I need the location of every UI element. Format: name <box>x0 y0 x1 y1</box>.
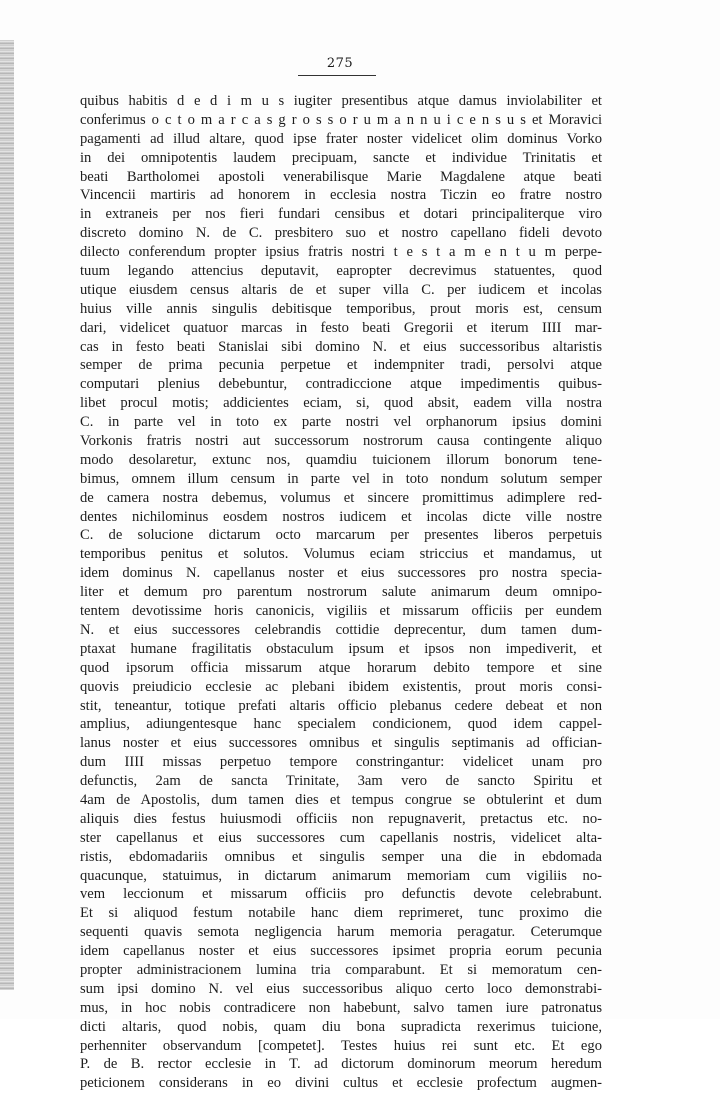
text-line: stit, teneantur, totique prefati altaris officio plebanus cedere debeat et non <box>80 697 602 714</box>
text-line: computari plenius debebuntur, contradiccione atque impedimentis quibus- <box>80 376 602 393</box>
text-line: modo desolaretur, extunc nos, quamdiu tuicionem illorum bonorum tene- <box>80 451 602 468</box>
text-line: cas in festo beati Stanislai sibi domino N. et eius successoribus altaristis <box>80 338 602 355</box>
book-binding-edge <box>0 40 14 990</box>
text-line: Et si aliquod festum notabile hanc diem reprimeret, tunc proximo die <box>80 905 602 922</box>
text-line: C. in parte vel in toto ex parte nostri vel orphanorum ipsius domini <box>80 414 602 431</box>
text-line: Vincencii martiris ad honorem in ecclesia nostra Ticzin eo fratre nostro <box>80 187 602 204</box>
text-line: idem dominus N. capellanus noster et eius successores pro nostra specia- <box>80 565 602 582</box>
text-line: quibus habitis d e d i m u s iugiter presentibus atque damus inviolabiliter et <box>80 93 602 109</box>
text-line: perhenniter observandum [competet]. Testes huius rei sunt etc. Et ego <box>80 1037 602 1054</box>
text-line: sequenti quavis semota negligencia harum memoria peragatur. Ceterumque <box>80 924 602 941</box>
text-line: in extraneis per nos fieri fundari censibus et dotari principaliterque viro <box>80 206 602 223</box>
text-line: in dei omnipotentis laudem precipuam, sancte et individue Trinitatis et <box>80 149 602 166</box>
text-line: amplius, adiungentesque hanc specialem condicionem, quod idem cappel- <box>80 716 602 733</box>
text-line: temporibus penitus et solutos. Volumus eciam striccius et mandamus, ut <box>80 546 602 563</box>
text-line: defunctis, 2am de sancta Trinitate, 3am vero de sancto Spiritu et <box>80 773 602 790</box>
text-line: quod ipsorum officia missarum atque horarum debito tempore et sine <box>80 659 602 676</box>
text-line: mus, in hoc nobis contradicere non habebunt, salvo tamen iure patronatus <box>80 999 602 1016</box>
text-line: tuum legando attencius deputavit, eapropter decrevimus statuentes, quod <box>80 263 602 280</box>
text-line: 4am de Apostolis, dum tamen dies et tempus congrue se obtulerint et dum <box>80 791 602 808</box>
text-line: P. de B. rector ecclesie in T. ad dictorum dominorum meorum heredum <box>80 1056 602 1073</box>
text-line: dilecto conferendum propter ipsius fratris nostri t e s t a m e n t u m perpe- <box>80 244 602 261</box>
text-line: pagamenti ad illud altare, quod ipse frater noster videlicet olim dominus Vorko <box>80 130 602 147</box>
text-line: propter administracionem lumina tria comparabunt. Et si memoratum cen- <box>80 961 602 978</box>
text-line: sum ipsi domino N. vel eius successoribus aliquo certo loco demonstrabi- <box>80 980 602 997</box>
text-line: dicti altaris, quod nobis, quam diu bona supradicta rexerimus tuicione, <box>80 1018 602 1035</box>
text-line: discreto domino N. de C. presbitero suo et nostro capellano fideli devoto <box>80 225 602 242</box>
text-line: idem capellanus noster et eius successores ipsimet propria eorum pecunia <box>80 943 602 960</box>
text-line: huius ville annis singulis debitisque temporibus, prout moris est, censum <box>80 300 602 317</box>
page-number: 275 <box>326 56 354 71</box>
text-line: bimus, omnem illum censum in parte vel in toto nondum solutum semper <box>80 470 602 487</box>
text-line: Vorkonis fratris nostri aut successorum nostrorum causa contingente aliquo <box>80 433 602 450</box>
text-line: libet procul motis; addicientes eciam, si, quod absit, eadem villa nostra <box>80 395 602 412</box>
text-line: ristis, ebdomadariis omnibus et singulis semper una die in ebdomada <box>80 848 602 865</box>
text-line: quacunque, statuimus, in dictarum animarum memoriam cum vigiliis no- <box>80 867 602 884</box>
page-number-rule <box>298 75 376 76</box>
text-line: N. et eius successores celebrandis cottidie deprecentur, dum tamen dum- <box>80 621 602 638</box>
text-line: beati Bartholomei apostoli venerabilisque Marie Magdalene atque beati <box>80 168 602 185</box>
text-line: quovis preiudicio ecclesie ac plebani ibidem existentis, prout moris consi- <box>80 678 602 695</box>
text-line: dari, videlicet quatuor marcas in festo beati Gregorii et iterum IIII mar- <box>80 319 602 336</box>
body-text <box>80 92 602 1093</box>
text-line: peticionem considerans in eo divini cultus et ecclesie profectum augmen- <box>80 1075 602 1092</box>
text-line: dentes nichilominus eosdem nostros iudicem et incolas dicte ville nostre <box>80 508 602 525</box>
text-line: liter et demum pro parentum nostrorum salute animarum deum omnipo- <box>80 584 602 601</box>
text-line: de camera nostra debemus, volumus et sincere promittimus adimplere red- <box>80 489 602 506</box>
text-line: conferimus o c t o m a r c a s g r o s s o r u m a n n u i c e n s u s et Moravici <box>80 111 602 128</box>
text-line: lanus noster et eius successores omnibus et singulis septimanis ad offician- <box>80 735 602 752</box>
text-line: ptaxat humane fragilitatis obstaculum ipsum et ipsos non impediverit, et <box>80 640 602 657</box>
text-line: tentem devotissime horis canonicis, vigiliis et missarum officiis per eundem <box>80 603 602 620</box>
text-line: utique eiusdem census altaris de et super villa C. per iudicem et incolas <box>80 281 602 298</box>
text-line: vem leccionum et missarum officiis pro defunctis devote celebrabunt. <box>80 886 602 903</box>
text-line: dum IIII missas perpetuo tempore constringantur: videlicet unam pro <box>80 754 602 771</box>
text-line: aliquis dies festus huiusmodi officiis non repugnaverit, pretactus etc. no- <box>80 810 602 827</box>
text-line: semper de prima pecunia perpetue et indempniter tradi, persolvi atque <box>80 357 602 374</box>
text-line: C. de solucione dictarum octo marcarum per presentes liberos perpetuis <box>80 527 602 544</box>
text-line: ster capellanus et eius successores cum capellanis nostris, videlicet alta- <box>80 829 602 846</box>
